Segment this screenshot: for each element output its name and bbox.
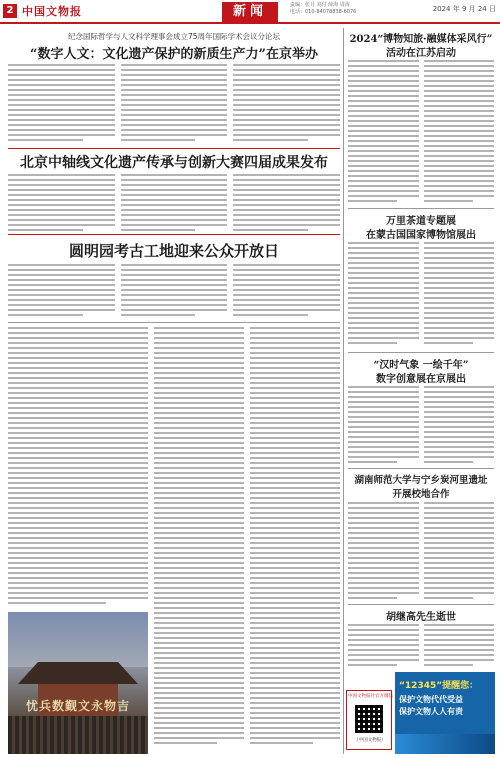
divider — [348, 352, 494, 353]
divider — [348, 468, 494, 469]
obit-body — [348, 624, 494, 668]
qr-caption-top: 中国文物报社官方微信 — [348, 694, 393, 699]
divider — [8, 322, 340, 323]
expo-body — [348, 60, 494, 206]
han-headline: “汉时气象 一绘千年” — [373, 360, 469, 371]
axis-body — [8, 174, 340, 232]
ad-line-1: “12345”提醒您： — [399, 681, 479, 691]
ad-wave-graphic — [395, 734, 495, 754]
hunan-headline: 湖南师范大学与宁乡炭河里遗址 — [354, 475, 488, 486]
han-subhead: 数字创意展在京展出 — [376, 374, 466, 385]
page-number: 2 — [3, 4, 17, 18]
photo-banner-text: 忧兵数觐文永物吉 — [25, 699, 130, 713]
section-title: 新闻 — [222, 2, 278, 22]
hunan-body — [348, 502, 494, 602]
yuanmingyuan-lead — [8, 264, 340, 320]
qr-caption-bottom: （中国文物报） — [354, 738, 386, 743]
qr-code-box — [346, 690, 392, 750]
masthead-editors: 责编：张月 刘付 薛海 周涛 — [290, 2, 350, 8]
hunan-subhead: 开展校地合作 — [392, 489, 450, 500]
wanli-body — [348, 242, 494, 350]
forum-body — [8, 64, 340, 146]
masthead — [0, 0, 500, 24]
expo-subhead: 活动在江苏启动 — [386, 48, 456, 59]
axis-headline: 北京中轴线文化遗产传承与创新大赛四届成果发布 — [20, 155, 328, 171]
expo-headline: 2024“博物知旅·融媒体采风行” — [349, 34, 493, 45]
qr-code-icon — [355, 705, 383, 733]
paper-name: 中国文物报 — [22, 5, 82, 18]
divider — [8, 234, 340, 235]
yuanmingyuan-headline: 圆明园考古工地迎来公众开放日 — [68, 242, 279, 260]
forum-kicker: 纪念国际哲学与人文科学理事会成立75周年国际学术会议分论坛 — [67, 32, 281, 41]
public-service-ad — [395, 672, 495, 754]
issue-date: 2024 年 9 月 24 日 — [432, 5, 496, 13]
wanli-subhead: 在蒙古国国家博物馆展出 — [366, 230, 476, 241]
forum-headline: “数字人文：文化遗产保护的新质生产力”在京举办 — [30, 47, 318, 62]
han-body — [348, 386, 494, 466]
ad-line-3: 保护文物人人有责 — [399, 707, 463, 716]
masthead-info — [290, 2, 356, 16]
ad-line-2: 保护文物代代受益 — [399, 695, 463, 704]
masthead-phone: 电话：010-84078838-6076 — [290, 9, 357, 15]
obit-headline: 胡继高先生逝世 — [386, 612, 456, 623]
long-article-col1 — [8, 327, 148, 609]
divider — [348, 208, 494, 209]
long-article-col3 — [250, 327, 340, 754]
divider — [348, 604, 494, 605]
column-divider — [343, 28, 344, 754]
event-photo — [8, 612, 148, 754]
long-article-col2 — [154, 327, 244, 754]
wanli-headline: 万里茶道专题展 — [386, 216, 456, 227]
divider — [8, 148, 340, 149]
